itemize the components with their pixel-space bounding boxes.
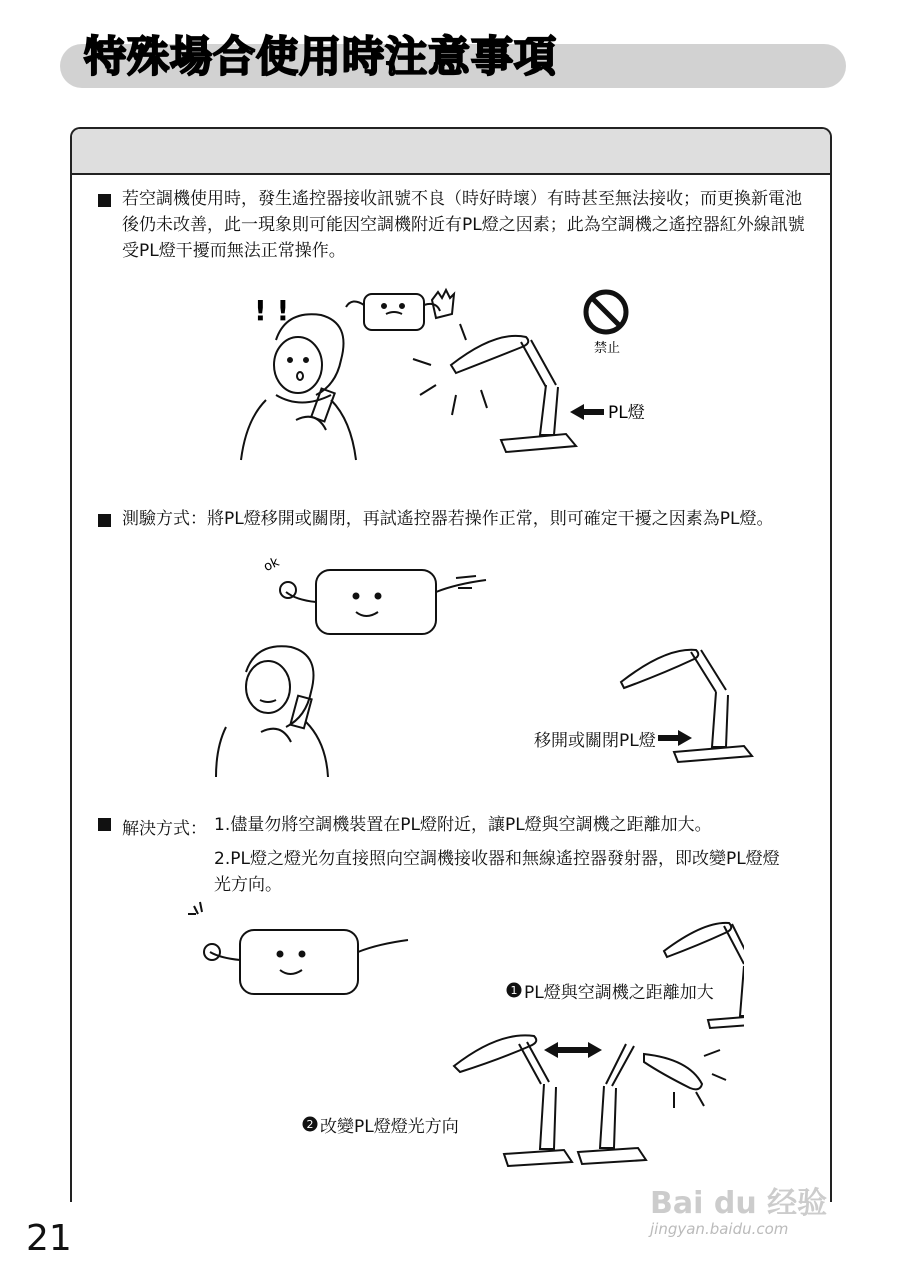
solution-item-1: 1.儘量勿將空調機裝置在PL燈附近，讓PL燈與空調機之距離加大。 [214,815,712,835]
arrow-right-icon [658,730,692,746]
number-badge-2 [302,1116,318,1132]
exclaim-marks: ! ! [254,294,290,327]
woman-holding-remote-drawing [241,314,356,460]
happy-air-conditioner-drawing [280,570,486,634]
pl-lamp-right-drawing [578,1044,726,1164]
page-number: 21 [26,1218,72,1259]
arrow-left-icon [570,404,604,420]
caption-direction: 改變PL燈燈光方向 [320,1117,459,1137]
prohibit-icon [586,292,626,332]
number-badge-1 [506,982,522,998]
svg-text:1: 1 [510,984,518,997]
ok-label: ok [261,554,282,575]
pl-lamp-drawing [413,324,576,452]
svg-text:2: 2 [306,1118,314,1131]
air-conditioner-drawing [346,290,454,330]
bullet-square [98,194,111,207]
interference-illustration [236,280,646,480]
happy-air-conditioner-drawing [188,902,408,994]
caption-distance: PL燈與空調機之距離加大 [524,983,714,1003]
solution-prefix: 解決方式： [122,819,207,839]
bullet-square [98,514,111,527]
pl-lamp-drawing [664,923,744,1028]
test-method-illustration [206,552,766,782]
solution-item-2: 2.PL燈之燈光勿直接照向空調機接收器和無線遙控器發射器，即改變PL燈燈光方向。 [214,849,780,895]
double-arrow-icon [544,1042,602,1058]
woman-holding-remote-drawing [216,646,328,777]
lamp-label: PL燈 [608,403,645,423]
panel-header [72,129,830,175]
section1-text: 若空調機使用時，發生遙控器接收訊號不良（時好時壞）有時甚至無法接收；而更換新電池後仍未改善，此一現象則可能因空調機附近有PL燈之因素；此為空調機之遙控器紅外線訊號受PL燈干擾而無法正常操作。 [122,189,805,261]
page-title: 特殊場合使用時注意事項 [84,32,558,81]
watermark-brand: Bai du 经验 [650,1186,828,1221]
prohibit-label: 禁止 [594,341,621,356]
section2-text: 測驗方式：將PL燈移開或關閉，再試遙控器若操作正常，則可確定干擾之因素為PL燈。 [122,509,774,529]
watermark-url: jingyan.baidu.com [650,1220,789,1238]
bullet-square [98,818,111,831]
solution-illustration [184,896,744,1176]
move-lamp-label: 移開或關閉PL燈 [534,731,656,751]
